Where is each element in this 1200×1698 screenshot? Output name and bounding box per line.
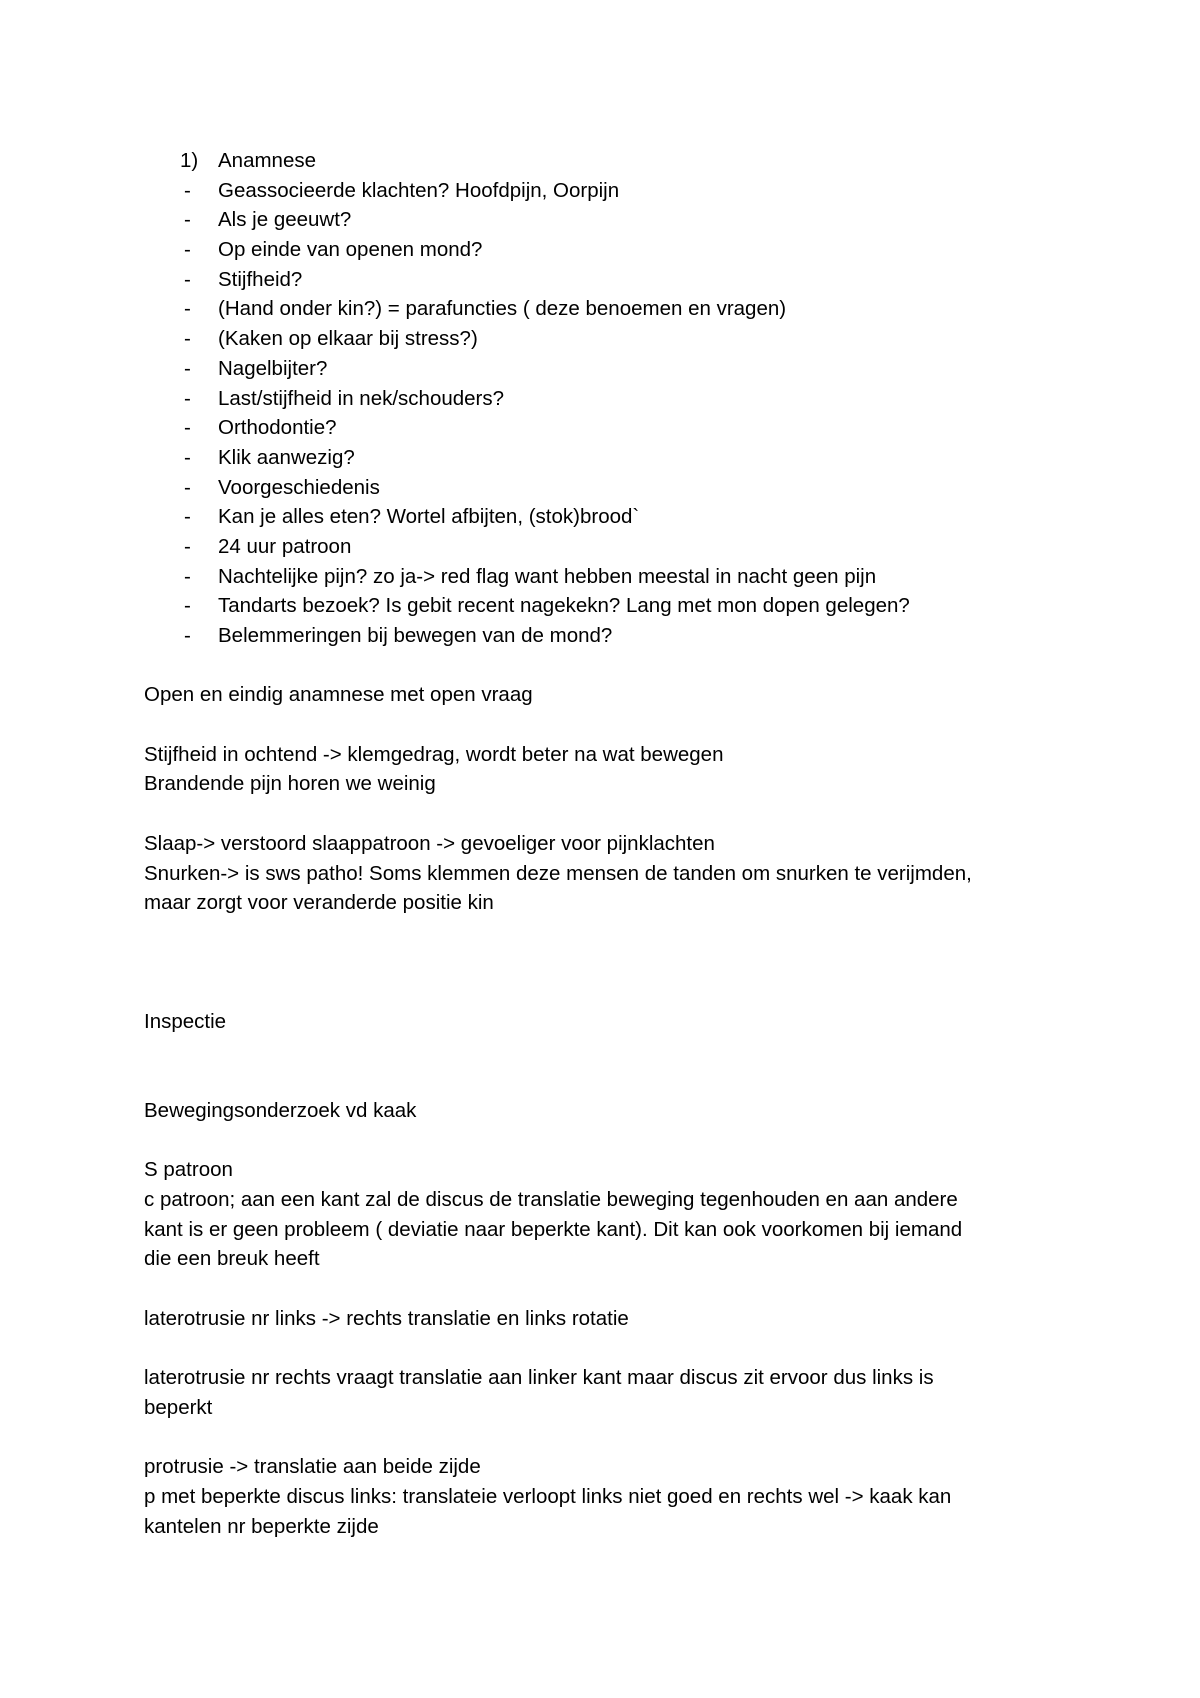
list-dash: - <box>184 238 191 262</box>
list-dash: - <box>184 475 191 499</box>
list-item-text: Last/stijfheid in nek/schouders? <box>218 386 505 410</box>
blank-line <box>144 1126 1064 1156</box>
list-dash: - <box>184 416 191 440</box>
blank-lines <box>144 1037 1064 1096</box>
blank-line <box>144 710 1064 740</box>
paragraph-slaap-line: maar zorgt voor veranderde positie kin <box>144 891 494 915</box>
list-item <box>144 413 1064 443</box>
paragraph-protrusie-line: p met beperkte discus links: translateie verloopt links niet goed en rechts wel -> kaak kan <box>144 1484 952 1508</box>
blank-line <box>144 651 1064 681</box>
list-item <box>144 443 1064 473</box>
list-item-text: Op einde van openen mond? <box>218 238 483 262</box>
list-item <box>144 354 1064 384</box>
paragraph-s-patroon: S patroon <box>144 1158 233 1182</box>
list-item <box>144 591 1064 621</box>
blank-lines <box>144 918 1064 1007</box>
list-item <box>144 532 1064 562</box>
paragraph-open-anamnese: Open en eindig anamnese met open vraag <box>144 683 533 707</box>
paragraph-stijfheid-line: Brandende pijn horen we weinig <box>144 772 436 796</box>
paragraph-laterotrusie-rechts-line: beperkt <box>144 1395 213 1419</box>
paragraph-c-patroon-line: kant is er geen probleem ( deviatie naar beperkte kant). Dit kan ook voorkomen bij iemand <box>144 1217 963 1241</box>
document-body <box>144 146 1064 1541</box>
list-item <box>144 562 1064 592</box>
list-item <box>144 265 1064 295</box>
list-item-text: Kan je alles eten? Wortel afbijten, (stok)brood` <box>218 505 640 529</box>
list-item <box>144 294 1064 324</box>
paragraph-c-patroon-line: c patroon; aan een kant zal de discus de translatie beweging tegenhouden en aan andere <box>144 1188 958 1212</box>
blank-line <box>144 1423 1064 1453</box>
list-item-text: Orthodontie? <box>218 416 337 440</box>
heading-inspectie: Inspectie <box>144 1009 227 1033</box>
paragraph-stijfheid-line: Stijfheid in ochtend -> klemgedrag, wordt beter na wat bewegen <box>144 742 724 766</box>
list-item <box>144 621 1064 651</box>
list-item-text: Voorgeschiedenis <box>218 475 380 499</box>
anamnese-list <box>144 146 1064 651</box>
paragraph-slaap-line: Snurken-> is sws patho! Soms klemmen deze mensen de tanden om snurken te verijmden, <box>144 861 972 885</box>
list-dash: - <box>184 534 191 558</box>
list-item <box>144 502 1064 532</box>
list-dash: - <box>184 267 191 291</box>
list-item-text: 24 uur patroon <box>218 534 352 558</box>
list-item-text: Als je geeuwt? <box>218 208 352 232</box>
list-item <box>144 146 1064 176</box>
list-item-text: Klik aanwezig? <box>218 445 355 469</box>
list-item-text: Nagelbijter? <box>218 356 328 380</box>
list-item-text: Belemmeringen bij bewegen van de mond? <box>218 624 613 647</box>
blank-line <box>144 1333 1064 1363</box>
paragraph-laterotrusie-rechts-line: laterotrusie nr rechts vraagt translatie aan linker kant maar discus zit ervoor dus links is <box>144 1366 934 1390</box>
list-item <box>144 176 1064 206</box>
paragraph-protrusie-line: protrusie -> translatie aan beide zijde <box>144 1455 481 1479</box>
list-dash: - <box>184 624 191 647</box>
list-item-text: (Hand onder kin?) = parafuncties ( deze benoemen en vragen) <box>218 297 787 321</box>
paragraph-c-patroon-line: die een breuk heeft <box>144 1247 320 1271</box>
list-item-text: Stijfheid? <box>218 267 303 291</box>
list-item <box>144 384 1064 414</box>
list-dash: - <box>184 297 191 321</box>
list-item <box>144 473 1064 503</box>
list-item-text: Tandarts bezoek? Is gebit recent nagekekn? Lang met mon dopen gelegen? <box>218 594 910 618</box>
blank-line <box>144 799 1064 829</box>
blank-line <box>144 1274 1064 1304</box>
list-dash: - <box>184 594 191 618</box>
list-dash: - <box>184 327 191 351</box>
heading-bewegingsonderzoek: Bewegingsonderzoek vd kaak <box>144 1098 417 1122</box>
list-dash: - <box>184 564 191 588</box>
list-item <box>144 205 1064 235</box>
list-dash: - <box>184 386 191 410</box>
list-number: 1) <box>180 149 199 172</box>
paragraph-slaap-line: Slaap-> verstoord slaappatroon -> gevoeliger voor pijnklachten <box>144 831 715 855</box>
list-dash: - <box>184 505 191 529</box>
list-item-text: Nachtelijke pijn? zo ja-> red flag want hebben meestal in nacht geen pijn <box>218 564 877 588</box>
list-dash: - <box>184 445 191 469</box>
paragraph-protrusie-line: kantelen nr beperkte zijde <box>144 1514 379 1538</box>
list-item <box>144 235 1064 265</box>
list-dash: - <box>184 208 191 232</box>
list-item-text: Anamnese <box>218 149 317 172</box>
paragraph-laterotrusie-links: laterotrusie nr links -> rechts translatie en links rotatie <box>144 1306 629 1330</box>
list-item <box>144 324 1064 354</box>
list-dash: - <box>184 356 191 380</box>
list-item-text: Geassocieerde klachten? Hoofdpijn, Oorpijn <box>218 178 620 202</box>
list-dash: - <box>184 178 191 202</box>
list-item-text: (Kaken op elkaar bij stress?) <box>218 327 478 351</box>
